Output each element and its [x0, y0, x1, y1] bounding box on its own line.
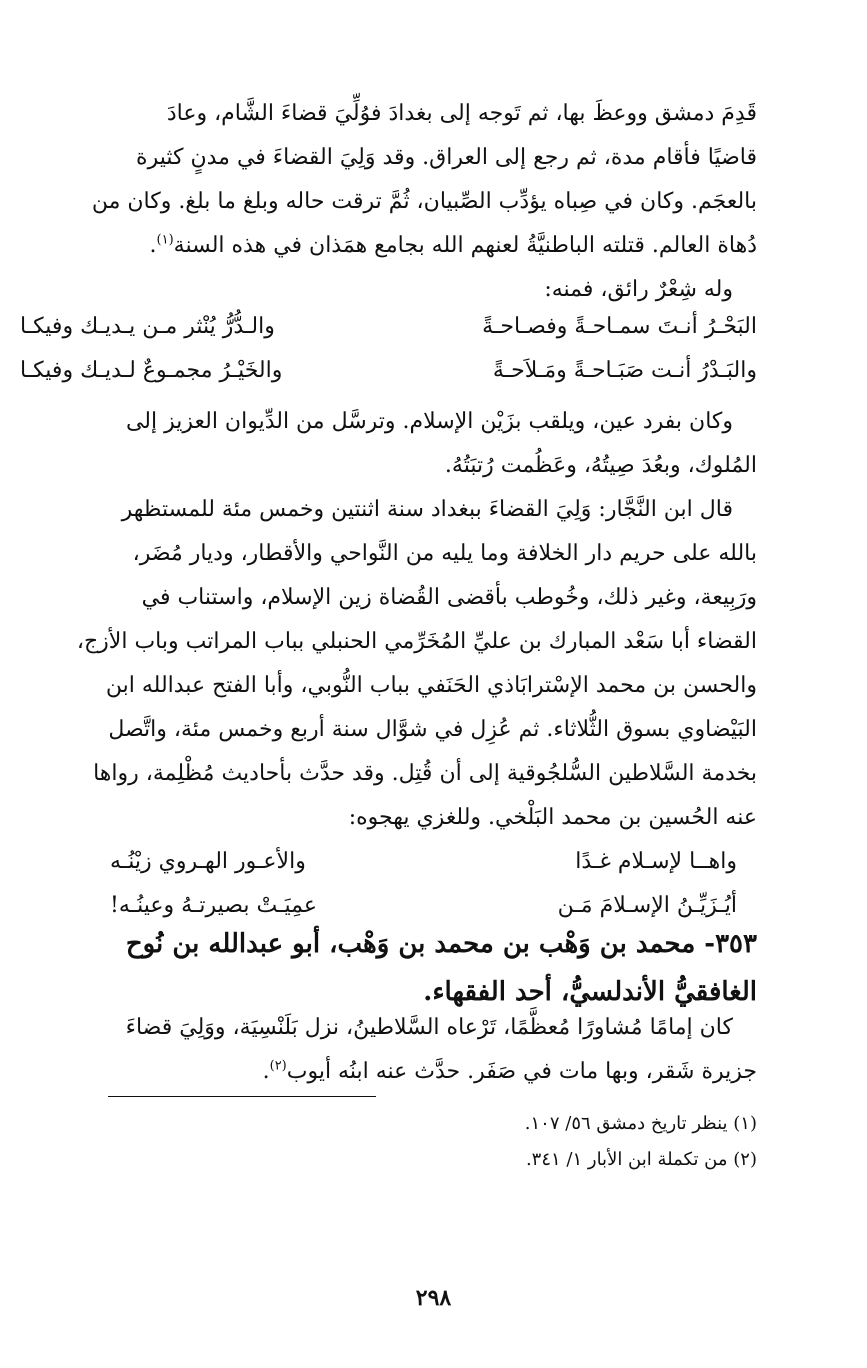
text-line	[20, 224, 757, 268]
entry-353-text	[20, 1006, 757, 1094]
text-segment: جزيرة شَقر، وبها مات في صَفَر. حدَّث عنه ابنُه أيوب	[286, 1059, 757, 1084]
paragraph-1	[20, 92, 757, 268]
text-line: وله شِعْرٌ رائق، فمنه:	[544, 277, 733, 302]
sentence-end: .	[149, 233, 157, 258]
paragraph-4	[20, 488, 757, 840]
footnote-text: من تكملة ابن الأبار ١/ ٣٤١.	[525, 1149, 728, 1170]
footnote-marker: (٢)	[733, 1149, 757, 1170]
text-line: البَيْضاوي بسوق الثُّلاثاء. ثم عُزِل في شوَّال سنة أربع وخمس مئة، واتَّصل	[108, 717, 757, 742]
text-line	[20, 1050, 757, 1094]
text-line: بالله على حريم دار الخلافة وما يليه من النَّواحي والأقطار، وديار مُضَر،	[132, 541, 757, 566]
poem-hemistich-left: والخَيْـرُ مجمـوعٌ لـديـك وفيكـا	[20, 358, 283, 383]
text-line: المُلوك، وبعُدَ صِيتُهُ، وعَظُمت رُتبَتُهُ.	[444, 453, 757, 478]
text-line: وكان بفرد عين، ويلقب بزَيْن الإسلام. وترسَّل من الدِّيوان العزيز إلى	[125, 409, 733, 434]
footnote-ref-1[interactable]: (١)	[156, 232, 174, 248]
footnote-ref-2[interactable]: (٢)	[269, 1058, 287, 1074]
sentence-end: .	[262, 1059, 270, 1084]
text-segment: دُهاة العالم. قتلته الباطنيَّةُ لعنهم الله بجامع همَذان في هذه السنة	[173, 233, 757, 258]
footnotes	[20, 1106, 757, 1178]
footnotes-divider	[108, 1096, 376, 1097]
text-line: كان إمامًا مُشاورًا مُعظَّمًا، تَرْعاه السَّلاطينُ، نزل بَلَنْسِيَة، ووَلِيَ قضاءَ	[125, 1015, 733, 1040]
poem-verse	[20, 349, 757, 393]
poem-hemistich-right: أيُـزَيِّـنُ الإسـلامَ مَـن	[557, 893, 737, 918]
footnote-marker: (١)	[733, 1113, 757, 1134]
text-line: قاضيًا فأقام مدة، ثم رجع إلى العراق. وقد وَلِيَ القضاءَ في مدنٍ كثيرة	[136, 145, 757, 170]
entry-title-line: ٣٥٣- محمد بن وَهْب بن محمد بن وَهْب، أبو عبدالله بن نُوح	[125, 929, 757, 959]
text-line: بخدمة السَّلاطين السُّلجُوقية إلى أن قُتِل. وقد حدَّث بأحاديث مُظْلِمة، رواها	[93, 761, 757, 786]
poem-hemistich-left: والأعـور الهـروي زيْنُـه	[110, 849, 306, 874]
footnote-1	[20, 1106, 757, 1142]
footnote-text: ينظر تاريخ دمشق ٥٦/ ١٠٧.	[524, 1113, 728, 1134]
text-line: بالعجَم. وكان في صِباه يؤدِّب الصِّبيان، ثُمَّ ترقت حاله وبلغ ما بلغ. وكان من	[91, 189, 757, 214]
paragraph-3	[20, 400, 757, 488]
text-line: ورَبِيعة، وغير ذلك، وخُوطب بأقضى القُضاة زين الإسلام، واستناب في	[141, 585, 757, 610]
page-number: ٢٩٨	[415, 1285, 452, 1311]
footnote-2	[20, 1142, 757, 1178]
poem-hemistich-right: والبَـدْرُ أنـت صَبَـاحـةً ومَـلاَحـةً	[492, 358, 757, 383]
poem-verse	[20, 305, 757, 349]
text-line: قال ابن النَّجَّار: وَلِيَ القضاءَ ببغداد سنة اثنتين وخمس مئة للمستظهر	[121, 497, 733, 522]
entry-353-heading	[20, 920, 757, 1016]
text-line: عنه الحُسين بن محمد البَلْخي. وللغزي يهجوه:	[348, 805, 757, 830]
poem-1	[20, 305, 757, 393]
text-line: قَدِمَ دمشق ووعظَ بها، ثم تَوجه إلى بغدادَ فوُلِّيَ قضاءَ الشَّام، وعادَ	[166, 101, 757, 126]
poem-2	[110, 840, 737, 928]
poem-hemistich-left: والـدُّرُّ يُنْثر مـن يـديـك وفيكـا	[20, 314, 275, 339]
poem-verse	[110, 840, 737, 884]
text-line: والحسن بن محمد الإسْترابَاذي الحَنَفي بباب النُّوبي، وأبا الفتح عبدالله ابن	[105, 673, 757, 698]
poem-hemistich-right: واهــا لإسـلام غـدًا	[575, 849, 737, 874]
entry-title-line: الغافقيُّ الأندلسيُّ، أحد الفقهاء.	[423, 977, 757, 1007]
text-line: القضاء أبا سَعْد المبارك بن عليِّ المُخَرِّمي الحنبلي بباب المراتب وباب الأزج،	[76, 629, 757, 654]
poem-hemistich-right: البَحْـرُ أنـتَ سمـاحـةً وفصـاحـةً	[482, 314, 757, 339]
poem-hemistich-left: عمِيَـتْ بصيرتـهُ وعينُـه!	[110, 893, 317, 918]
